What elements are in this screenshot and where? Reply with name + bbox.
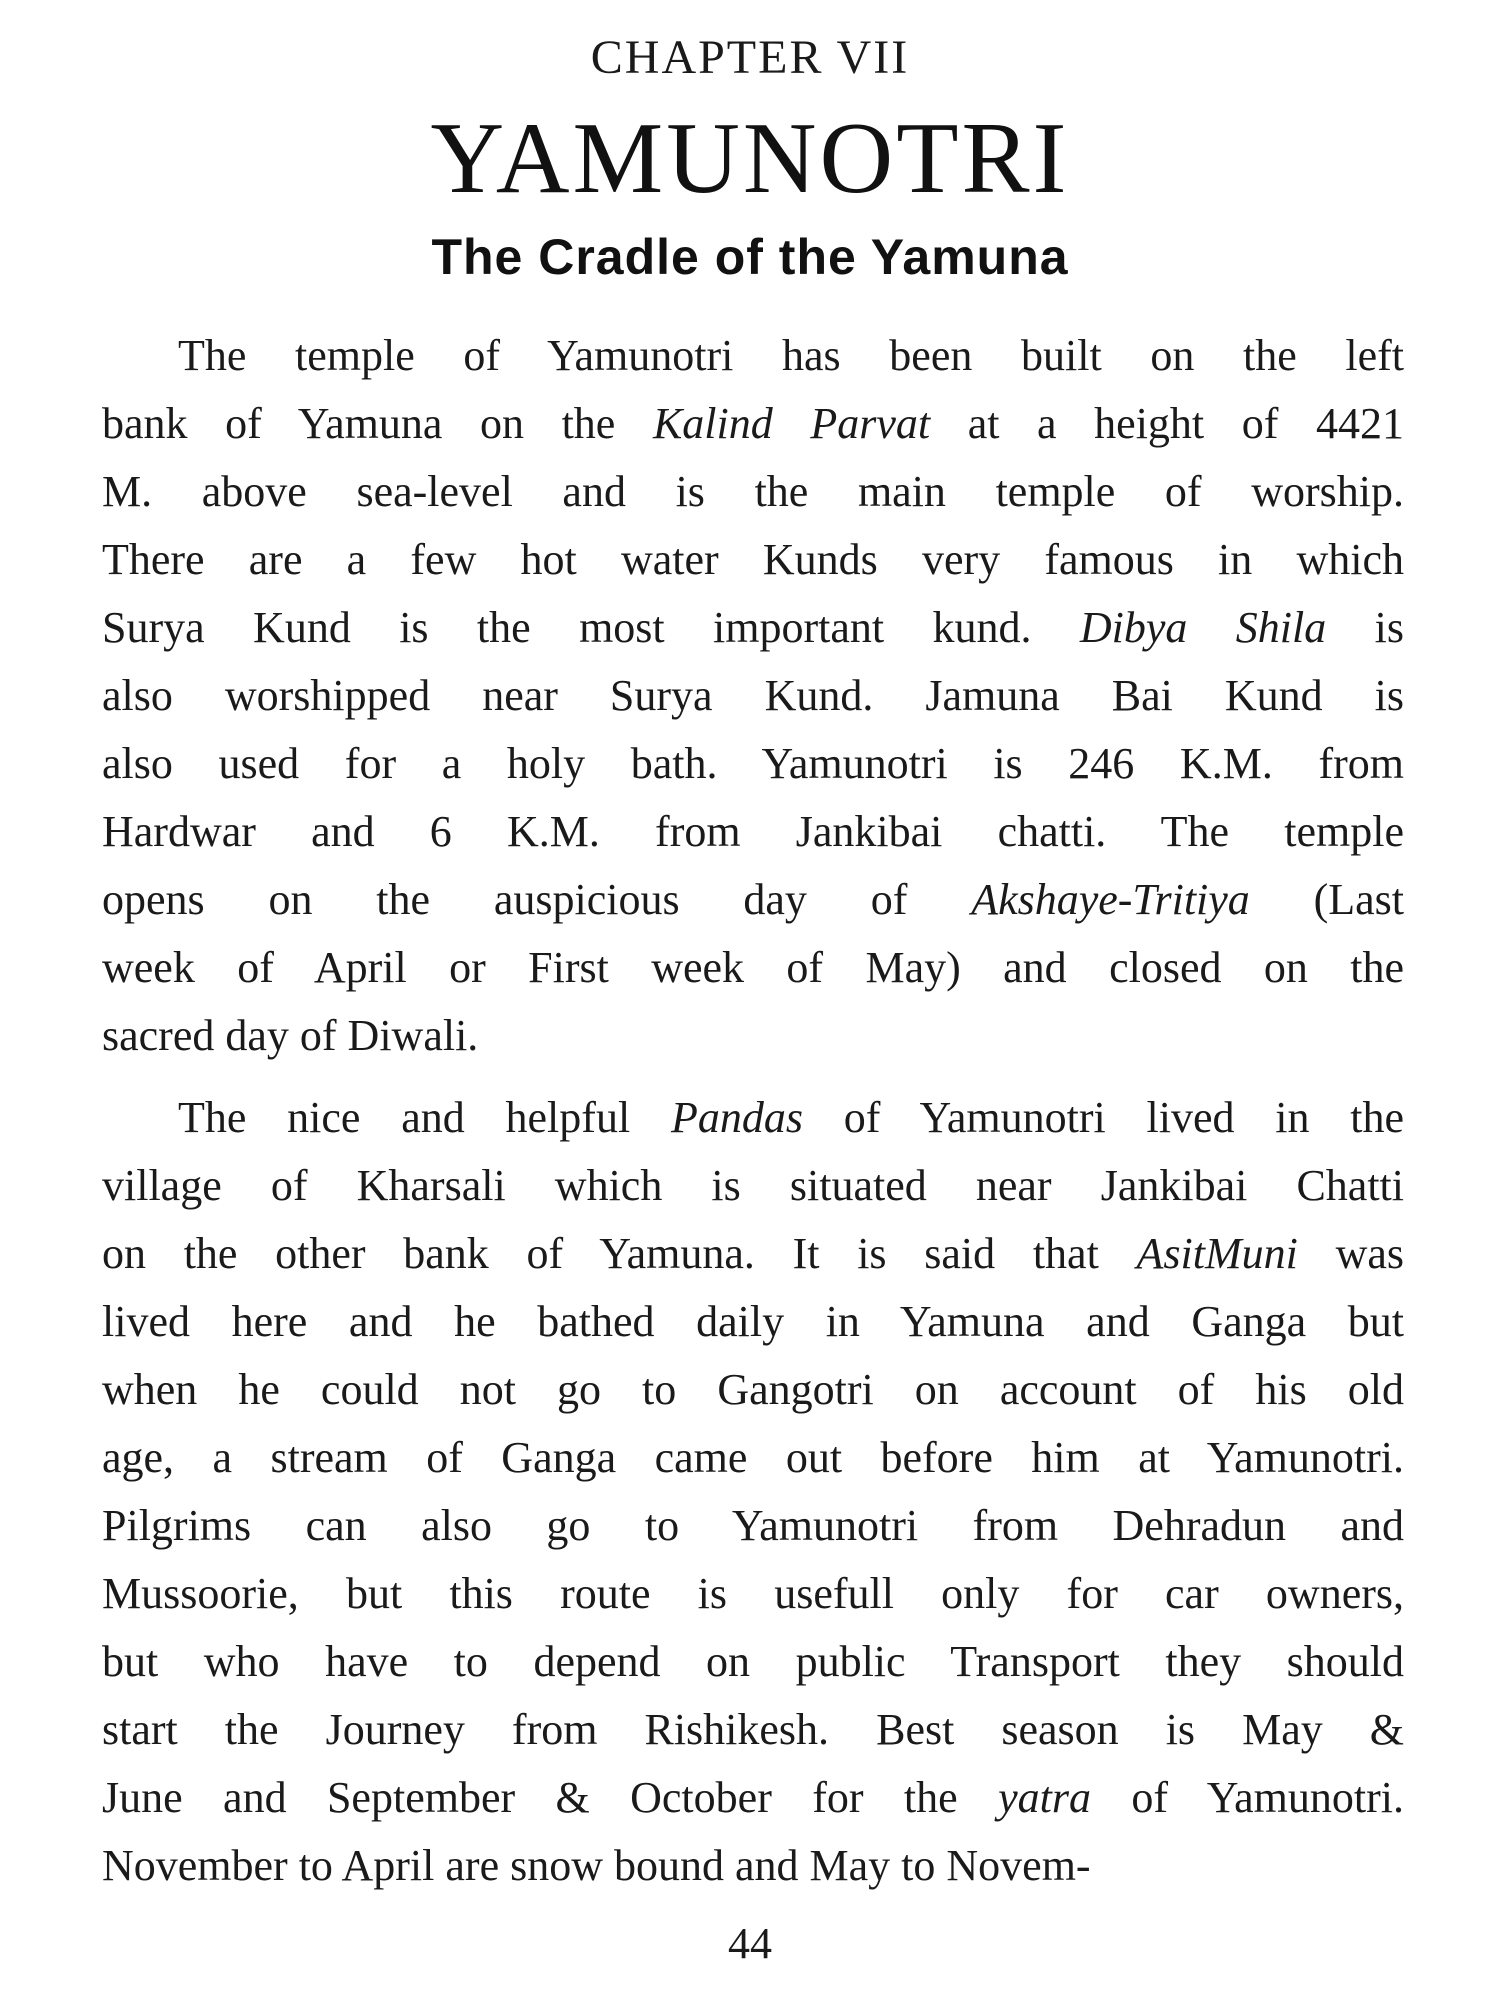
text-run: Pilgrims can also go to Yamunotri from Dehradun and [102, 1501, 1404, 1550]
text-line [102, 1628, 1404, 1696]
text-run: Mussoorie, but this route is usefull only for car owners, [102, 1569, 1404, 1618]
text-run: is [1326, 603, 1404, 652]
paragraph [102, 1084, 1404, 1900]
chapter-subtitle: The Cradle of the Yamuna [431, 229, 1069, 285]
text-line [102, 1764, 1404, 1832]
text-line [102, 1152, 1404, 1220]
italic-term: Pandas [670, 1093, 803, 1142]
text-run: Surya Kund is the most important kund. [102, 603, 1080, 652]
text-run: week of April or First week of May) and closed on the [102, 943, 1404, 992]
body-text [102, 322, 1404, 1900]
text-line [102, 458, 1404, 526]
text-run: of Yamunotri. [1090, 1773, 1404, 1822]
text-run: Hardwar and 6 K.M. from Jankibai chatti. The temple [102, 807, 1404, 856]
text-line [102, 526, 1404, 594]
text-run: was [1297, 1229, 1404, 1278]
paragraph-gap [102, 1070, 1404, 1084]
text-line [102, 798, 1404, 866]
page-number: 44 [728, 1919, 772, 1968]
text-run: village of Kharsali which is situated near Jankibai Chatti [102, 1161, 1404, 1210]
paragraph [102, 322, 1404, 1070]
text-line [102, 1560, 1404, 1628]
text-line [102, 866, 1404, 934]
chapter-number: CHAPTER VII [590, 31, 910, 84]
text-run: The temple of Yamunotri has been built on the left [178, 331, 1404, 380]
text-run: June and September & October for the [102, 1773, 999, 1822]
text-run: The nice and helpful [178, 1093, 671, 1142]
text-run: opens on the auspicious day of [102, 875, 972, 924]
text-run: also used for a holy bath. Yamunotri is 246 K.M. from [102, 739, 1404, 788]
text-line [102, 1424, 1404, 1492]
text-run: of Yamunotri lived in the [802, 1093, 1404, 1142]
text-line [102, 1288, 1404, 1356]
text-line [102, 1002, 1404, 1070]
text-line [102, 730, 1404, 798]
text-run: on the other bank of Yamuna. It is said that [102, 1229, 1137, 1278]
text-line [102, 1356, 1404, 1424]
text-line [102, 1084, 1404, 1152]
text-run: M. above sea-level and is the main temple of worship. [102, 467, 1404, 516]
text-line [102, 322, 1404, 390]
italic-term: Kalind Parvat [652, 399, 931, 448]
text-run: lived here and he bathed daily in Yamuna and Ganga but [102, 1297, 1404, 1346]
text-line [102, 1832, 1404, 1900]
text-line [102, 1492, 1404, 1560]
text-run: at a height of 4421 [930, 399, 1404, 448]
text-line [102, 1220, 1404, 1288]
text-run: start the Journey from Rishikesh. Best season is May & [102, 1705, 1404, 1754]
text-run: bank of Yamuna on the [102, 399, 653, 448]
text-line [102, 934, 1404, 1002]
text-line [102, 594, 1404, 662]
text-run: sacred day of Diwali. [102, 1011, 479, 1060]
text-run: when he could not go to Gangotri on account of his old [102, 1365, 1404, 1414]
text-run: age, a stream of Ganga came out before him at Yamunotri. [102, 1433, 1404, 1482]
text-line [102, 662, 1404, 730]
italic-term: Dibya Shila [1079, 603, 1327, 652]
text-run: also worshipped near Surya Kund. Jamuna Bai Kund is [102, 671, 1404, 720]
italic-term: AsitMuni [1136, 1229, 1298, 1278]
text-run: but who have to depend on public Transport they should [102, 1637, 1404, 1686]
text-line [102, 390, 1404, 458]
chapter-title: YAMUNOTRI [430, 102, 1070, 215]
text-run: November to April are snow bound and May to Novem- [102, 1841, 1091, 1890]
text-line [102, 1696, 1404, 1764]
text-run: There are a few hot water Kunds very famous in which [102, 535, 1404, 584]
text-run: (Last [1249, 875, 1405, 924]
italic-term: yatra [998, 1773, 1091, 1822]
italic-term: Akshaye-Tritiya [971, 875, 1250, 924]
